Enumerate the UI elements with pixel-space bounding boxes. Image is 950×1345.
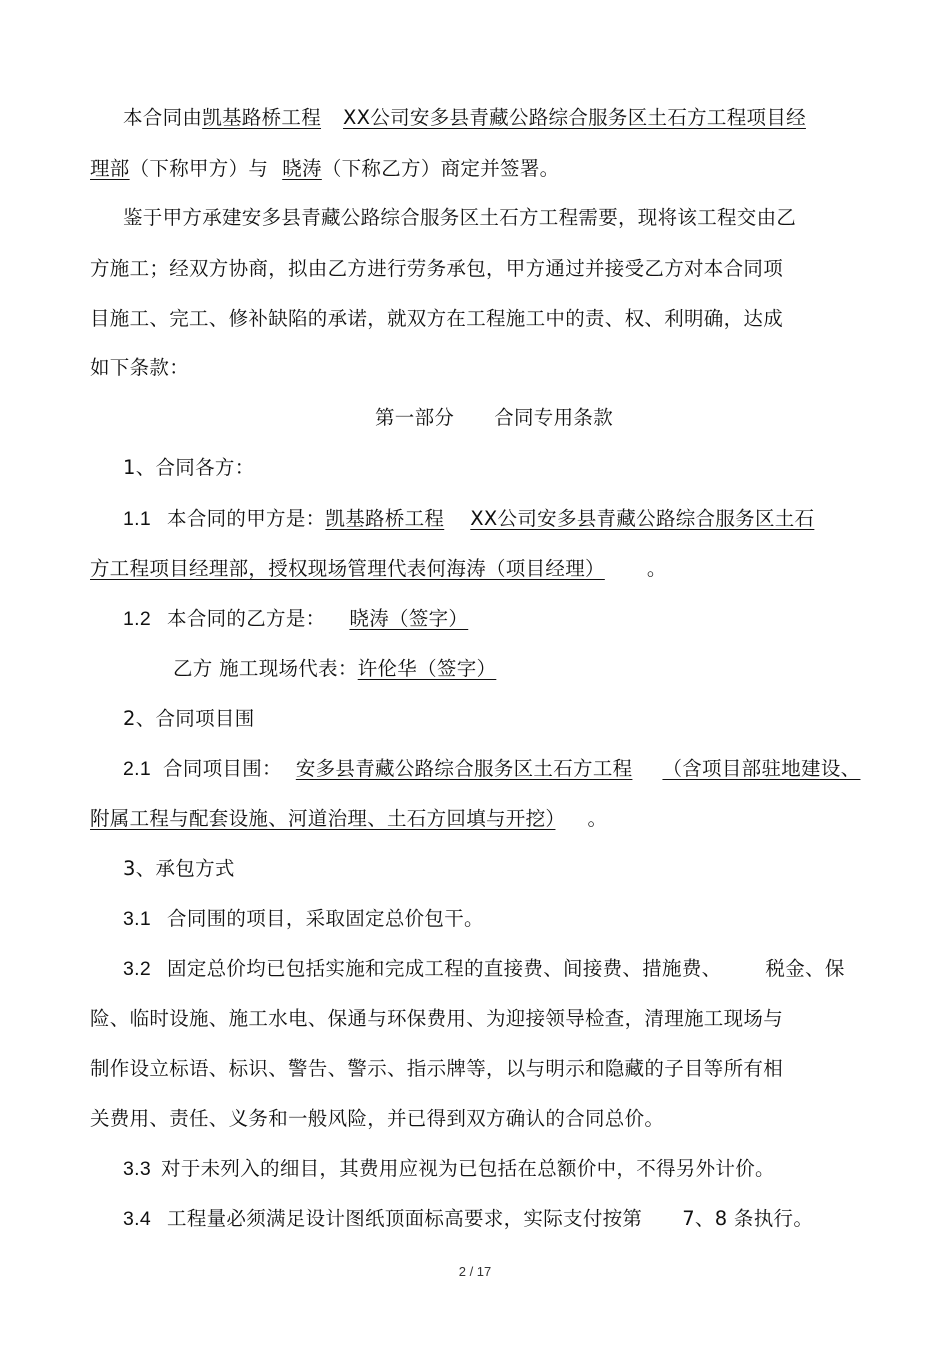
clause-3-2-line-4: 关费用、责任、义务和一般风险，并已得到双方确认的合同总价。	[90, 1107, 665, 1130]
intro-line-2	[90, 157, 559, 181]
clause-number: 1.2	[123, 608, 152, 630]
page-number: 2 / 17	[458, 1264, 492, 1279]
intro-p2-line-1: 鉴于甲方承建安多县青藏公路综合服务区土石方工程需要，现将该工程交由乙	[123, 206, 797, 229]
clause-3-1	[123, 907, 484, 931]
clause-text: 工程量必须满足设计图纸顶面标高要求，实际支付按第	[167, 1207, 643, 1230]
part-heading	[375, 406, 613, 430]
rep-signature: 许伦华（签字）	[357, 657, 497, 680]
clause-text: 对于未列入的细目，其费用应视为已包括在总额价中，不得另外计价。	[161, 1157, 775, 1180]
party-b-signature: 晓涛（签字）	[349, 607, 469, 630]
clause-2-1-line-2	[90, 807, 607, 831]
clause-end: 。	[587, 807, 608, 830]
clause-number: 1.1	[123, 508, 152, 530]
section-2-title: 2、合同项目围	[123, 707, 255, 730]
clause-text: 7、8 条执行。	[682, 1207, 814, 1230]
party-a-name-part2: XX公司安多县青藏公路综合服务区土石方工程项目经	[343, 106, 806, 129]
clause-label: 合同项目围：	[163, 757, 282, 780]
part-heading-left: 第一部分	[375, 406, 455, 429]
project-scope-cont: （含项目部驻地建设、	[662, 757, 861, 780]
clause-label: 本合同的甲方是：	[167, 507, 326, 530]
clause-text: 合同围的项目，采取固定总价包干。	[167, 907, 484, 930]
intro-p2-line-3: 目施工、完工、修补缺陷的承诺，就双方在工程施工中的责、权、利明确，达成	[90, 307, 784, 330]
rep-label: 乙方 施工现场代表：	[173, 657, 358, 680]
clause-3-3	[123, 1157, 775, 1181]
clause-2-1-line-1	[123, 757, 860, 781]
intro-text: （下称乙方）商定并签署。	[321, 157, 560, 180]
party-a-name-cont: 方工程项目经理部，授权现场管理代表何海涛（项目经理）	[90, 557, 605, 580]
clause-number: 3.4	[123, 1208, 152, 1230]
project-scope-cont: 附属工程与配套设施、河道治理、土石方回填与开挖）	[90, 807, 556, 830]
part-heading-right: 合同专用条款	[494, 406, 614, 429]
intro-p2-line-2: 方施工；经双方协商，拟由乙方进行劳务承包，甲方通过并接受乙方对本合同项	[90, 257, 784, 280]
intro-text: 本合同由	[123, 106, 203, 129]
party-a-name-part1: 凯基路桥工程	[202, 106, 322, 129]
clause-1-1-line-1	[123, 507, 836, 531]
clause-3-2-line-2: 险、临时设施、施工水电、保通与环保费用、为迎接领导检查，清理施工现场与	[90, 1007, 784, 1030]
clause-1-2	[123, 607, 620, 631]
clause-1-1-line-2	[90, 557, 667, 581]
clause-text: 固定总价均已包括实施和完成工程的直接费、间接费、措施费、	[167, 957, 722, 980]
party-a-name: 凯基路桥工程	[325, 507, 445, 530]
clause-number: 3.3	[123, 1158, 152, 1180]
clause-3-2-line-1	[123, 957, 845, 981]
intro-text: （下称甲方）与	[129, 157, 269, 180]
intro-p2-line-4: 如下条款：	[90, 356, 190, 379]
intro-line-1	[123, 106, 830, 130]
clause-number: 3.2	[123, 958, 152, 980]
party-b-name: 晓涛	[282, 157, 322, 180]
clause-label: 本合同的乙方是：	[167, 607, 326, 630]
clause-3-4	[123, 1207, 813, 1231]
party-b-rep	[173, 657, 634, 681]
party-a-name-cont: XX公司安多县青藏公路综合服务区土石	[470, 507, 815, 530]
party-a-name-part3: 理部	[90, 157, 130, 180]
project-scope: 安多县青藏公路综合服务区土石方工程	[295, 757, 633, 780]
clause-text: 税金、保	[765, 957, 845, 980]
clause-end: 。	[646, 557, 667, 580]
section-1-title: 1、合同各方：	[123, 456, 255, 479]
section-3-title: 3、承包方式	[123, 857, 235, 880]
clause-number: 2.1	[123, 758, 152, 780]
clause-3-2-line-3: 制作设立标语、标识、警告、警示、指示牌等，以与明示和隐藏的子目等所有相	[90, 1057, 784, 1080]
clause-number: 3.1	[123, 908, 152, 930]
